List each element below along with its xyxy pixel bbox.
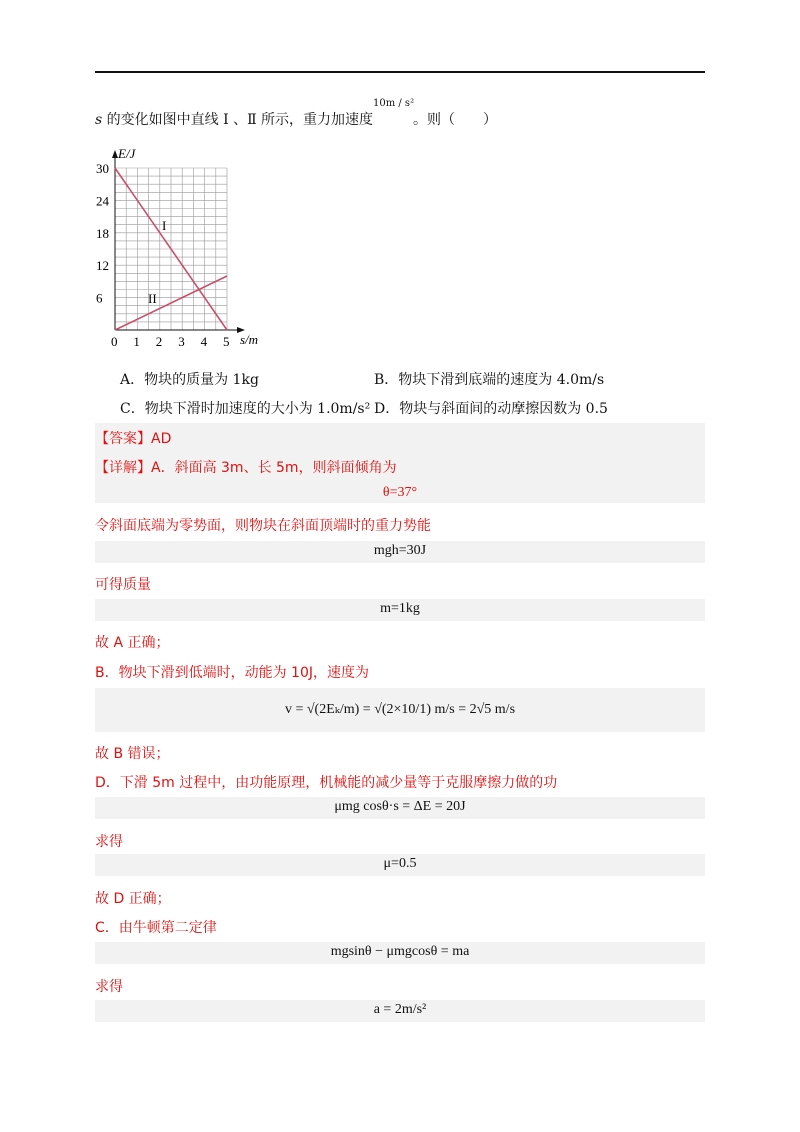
x-tick-label: 5 (223, 334, 230, 349)
chart-ticks (96, 161, 230, 349)
eq-theta: θ=37° (382, 485, 418, 500)
line-zero-potential: 令斜面底端为零势面，则物块在斜面顶端时的重力势能 (95, 518, 431, 534)
eq-newton: mgsinθ − μmgcosθ = ma (330, 944, 470, 959)
x-axis-label: s/m (240, 332, 259, 347)
question-text: s 的变化如图中直线 Ⅰ 、Ⅱ 所示，重力加速度 (95, 112, 374, 128)
eq-m: m=1kg (380, 601, 420, 616)
x-tick-label: 1 (133, 334, 140, 349)
option-d[interactable]: D．物块与斜面间的动摩擦因数为 0.5 (374, 401, 608, 417)
x-tick-label: 4 (200, 334, 208, 349)
y-axis-label: E/J (118, 146, 136, 161)
y-tick-label: 30 (96, 161, 109, 176)
y-tick-label: 18 (96, 225, 109, 241)
d-correct: 故 D 正确； (95, 891, 171, 907)
x-tick-label: 2 (155, 334, 163, 349)
eq-mgh: mgh=30J (373, 543, 427, 558)
b-wrong: 故 B 错误； (95, 746, 170, 762)
eq-mu: μ=0.5 (383, 856, 417, 871)
eq-work: μmg cosθ·s = ΔE = 20J (334, 799, 466, 814)
energy-chart (90, 140, 270, 352)
eq-v: v = √(2Eₖ/m) = √(2×10/1) m/s = 2√5 m/s (284, 702, 516, 717)
option-c[interactable]: C．物块下滑时加速度的大小为 1.0m/s² (120, 401, 371, 417)
header-rule (95, 71, 705, 73)
line-d: D．下滑 5m 过程中，由功能原理，机械能的减少量等于克服摩擦力做的功 (95, 775, 558, 791)
detail-a: 【详解】A．斜面高 3m、长 5m，则斜面倾角为 (95, 460, 397, 476)
line-mass: 可得质量 (95, 577, 151, 593)
x-tick-label: 0 (111, 334, 118, 349)
solve-1: 求得 (95, 834, 123, 850)
x-tick-label: 3 (178, 334, 185, 349)
option-b[interactable]: B．物块下滑到底端的速度为 4.0m/s (374, 372, 605, 388)
a-correct: 故 A 正确； (95, 635, 170, 651)
question-tail: 。则（ ） (413, 112, 497, 128)
option-a[interactable]: A．物块的质量为 1kg (120, 372, 259, 388)
answer: 【答案】AD (95, 431, 172, 447)
eq-a: a = 2m/s² (373, 1002, 427, 1017)
solve-2: 求得 (95, 979, 123, 995)
y-tick-label: 24 (96, 193, 109, 209)
series-label-II: II (148, 291, 157, 306)
series-label-I: I (162, 218, 167, 233)
y-tick-label: 6 (96, 290, 103, 306)
gravity-value: 10m / s² (373, 98, 415, 109)
line-b: B．物块下滑到低端时，动能为 10J，速度为 (95, 665, 369, 681)
y-tick-label: 12 (96, 258, 109, 274)
line-c: C．由牛顿第二定律 (95, 920, 217, 936)
